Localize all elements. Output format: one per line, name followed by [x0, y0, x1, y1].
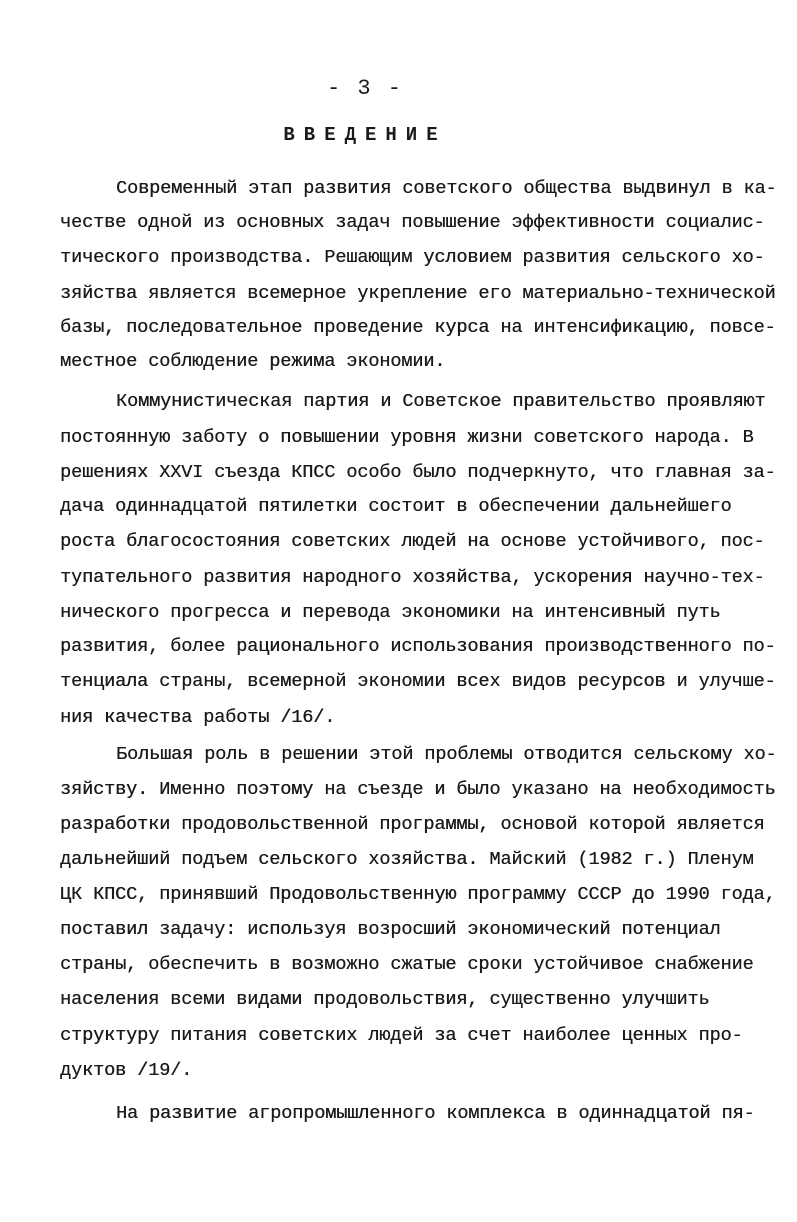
page-title: ВВЕДЕНИЕ	[283, 124, 447, 146]
text-line: На развитие агропромышленного комплекса в одиннадцатой пя-	[116, 1103, 755, 1124]
text-line: страны, обеспечить в возможно сжатые сроки устойчивое снабжение	[60, 954, 754, 975]
text-line: роста благосостояния советских людей на основе устойчивого, пос-	[60, 531, 765, 552]
text-line: Коммунистическая партия и Советское правительство проявляют	[116, 391, 766, 412]
text-line: поставил задачу: используя возросший экономический потенциал	[60, 919, 721, 940]
text-line: тического производства. Решающим условием развития сельского хо-	[60, 247, 765, 268]
text-line: тенциала страны, всемерной экономии всех видов ресурсов и улучше-	[60, 671, 776, 692]
text-line: дальнейший подъем сельского хозяйства. Майский (1982 г.) Пленум	[60, 849, 754, 870]
text-line: зяйства является всемерное укрепление его материально-технической	[60, 283, 776, 304]
text-line: решениях XXVI съезда КПСС особо было подчеркнуто, что главная за-	[60, 462, 776, 483]
text-line: зяйству. Именно поэтому на съезде и было указано на необходимость	[60, 779, 776, 800]
page-number: - 3 -	[326, 76, 403, 101]
text-line: тупательного развития народного хозяйства, ускорения научно-тех-	[60, 567, 765, 588]
text-line: дуктов /19/.	[60, 1060, 193, 1081]
text-line: Большая роль в решении этой проблемы отводится сельскому хо-	[116, 744, 777, 765]
text-line: разработки продовольственной программы, основой которой является	[60, 814, 765, 835]
text-line: дача одиннадцатой пятилетки состоит в обеспечении дальнейшего	[60, 496, 732, 517]
text-line: Современный этап развития советского общества выдвинул в ка-	[116, 178, 777, 199]
text-line: ЦК КПСС, принявший Продовольственную программу СССР до 1990 года,	[60, 884, 776, 905]
text-line: честве одной из основных задач повышение эффективности социалис-	[60, 212, 765, 233]
text-line: базы, последовательное проведение курса на интенсификацию, повсе-	[60, 317, 776, 338]
text-line: структуру питания советских людей за счет наиболее ценных про-	[60, 1025, 743, 1046]
text-line: местное соблюдение режима экономии.	[60, 351, 446, 372]
text-line: постоянную заботу о повышении уровня жизни советского народа. В	[60, 427, 754, 448]
text-line: населения всеми видами продовольствия, существенно улучшить	[60, 989, 710, 1010]
text-line: ния качества работы /16/.	[60, 707, 336, 728]
text-line: развития, более рационального использования производственного по-	[60, 636, 776, 657]
text-line: нического прогресса и перевода экономики на интенсивный путь	[60, 602, 721, 623]
